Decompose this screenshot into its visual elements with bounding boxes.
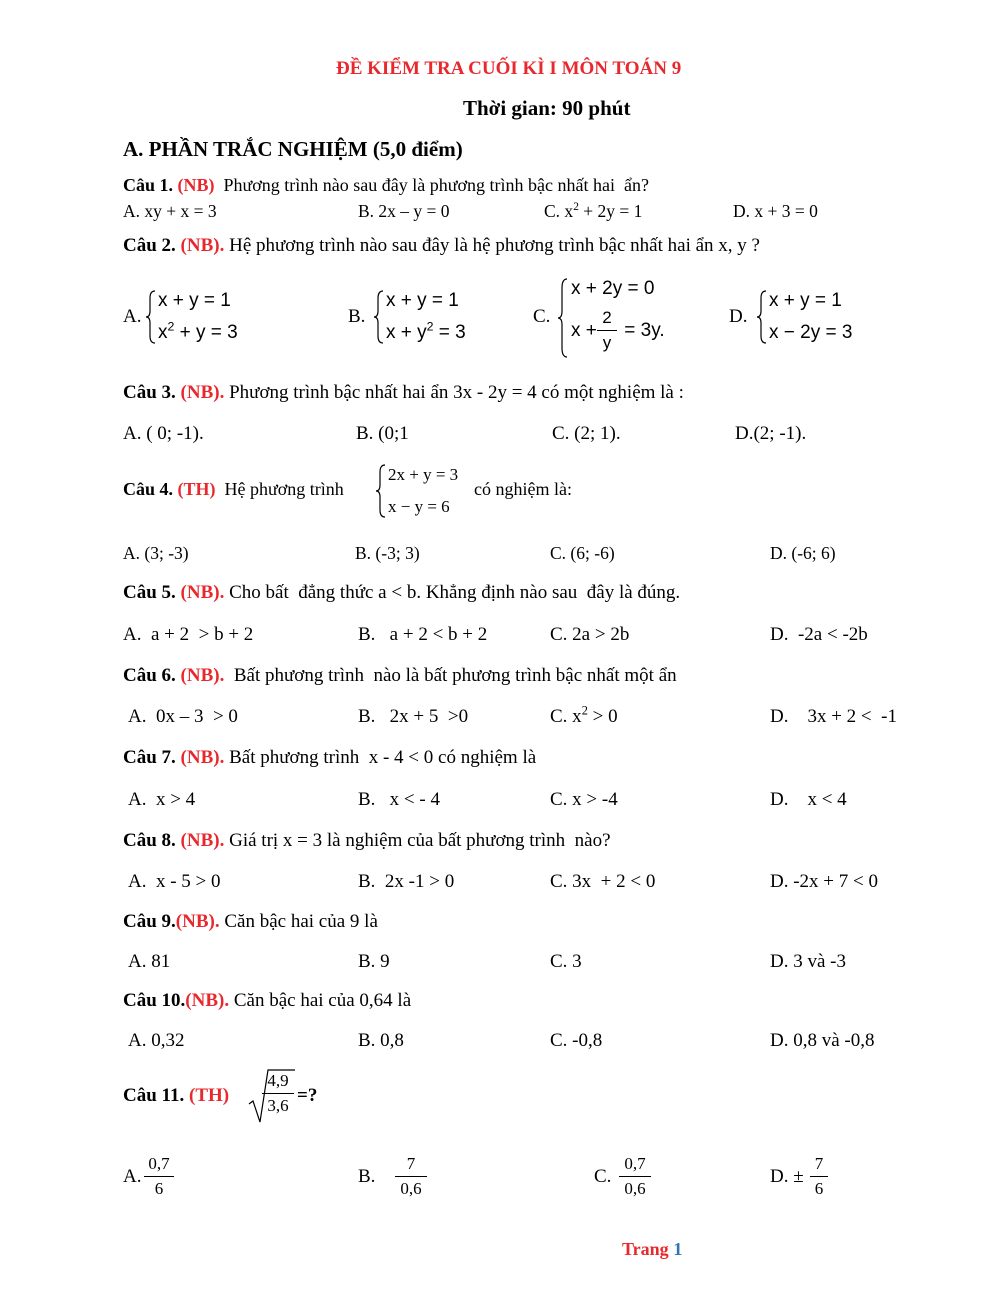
- option-b[interactable]: B. x < - 4: [358, 789, 440, 810]
- option-c-rest: > 0: [587, 706, 618, 727]
- question-3: [123, 382, 684, 404]
- equation-rest: + y = 3: [174, 322, 238, 343]
- option-c[interactable]: C.: [533, 306, 551, 327]
- page-footer: [622, 1239, 682, 1261]
- question-9: [123, 911, 378, 933]
- option-c[interactable]: C. 2a > 2b: [550, 624, 630, 645]
- option-b[interactable]: B. (-3; 3): [355, 543, 420, 563]
- question-2: [123, 235, 760, 257]
- equation-base: x + y: [386, 322, 427, 343]
- option-c[interactable]: C. 3: [550, 951, 582, 972]
- option-a[interactable]: A.: [123, 306, 142, 327]
- option-c[interactable]: C. (2; 1).: [552, 423, 621, 444]
- fraction: [262, 1071, 294, 1116]
- option-d[interactable]: D. ±: [770, 1166, 804, 1187]
- option-c-base: C. x: [544, 201, 574, 221]
- fraction-bar: [597, 330, 617, 331]
- exam-title: ĐỀ KIỂM TRA CUỐI KÌ I MÔN TOÁN 9: [336, 58, 682, 79]
- question-label: Câu 5.: [123, 582, 176, 603]
- question-text: Bất phương trình nào là bất phương trình bậc nhất một ẩn: [224, 665, 677, 686]
- equation-2-right: [619, 320, 665, 342]
- level-tag: (TH): [184, 1085, 230, 1106]
- option-b[interactable]: B. a + 2 < b + 2: [358, 624, 488, 645]
- option-d[interactable]: D.(2; -1).: [735, 423, 807, 444]
- exponent: 2: [167, 319, 175, 334]
- brace-icon: [756, 290, 768, 344]
- question-text: Bất phương trình x - 4 < 0 có nghiệm là: [224, 747, 537, 768]
- period: .: [659, 320, 665, 341]
- option-c[interactable]: [544, 201, 642, 222]
- option-a[interactable]: A. 0,32: [128, 1030, 185, 1051]
- option-d[interactable]: D.: [729, 306, 748, 327]
- brace-icon: [557, 278, 569, 358]
- option-d[interactable]: D. (-6; 6): [770, 543, 836, 563]
- question-text: Hệ phương trình: [215, 479, 344, 499]
- section-heading: A. PHẦN TRẮC NGHIỆM (5,0 điểm): [123, 137, 463, 161]
- page-label: Trang: [622, 1239, 669, 1259]
- fraction-b: [395, 1154, 427, 1199]
- denominator: 6: [154, 1179, 164, 1198]
- question-text: Phương trình bậc nhất hai ẩn 3x - 2y = 4 có một nghiệm là :: [224, 382, 684, 403]
- option-c[interactable]: [550, 703, 618, 728]
- option-c[interactable]: C.: [594, 1166, 612, 1187]
- numerator: 7: [406, 1154, 416, 1173]
- equation-base: x: [158, 322, 168, 343]
- equation-1: x + 2y = 0: [571, 278, 655, 299]
- question-1: [123, 175, 649, 196]
- option-a[interactable]: A. 0x – 3 > 0: [128, 706, 238, 727]
- question-6: [123, 665, 677, 687]
- denominator: 0,6: [624, 1179, 646, 1198]
- option-b[interactable]: B. 2x -1 > 0: [358, 871, 455, 892]
- level-tag: (NB).: [175, 582, 225, 603]
- option-d[interactable]: D. 3 và -3: [770, 951, 846, 972]
- fraction-bar: [395, 1176, 427, 1177]
- question-label: Câu 9.: [123, 911, 176, 932]
- question-label: Câu 4.: [123, 479, 174, 499]
- option-b[interactable]: B. 9: [358, 951, 390, 972]
- exponent: 2: [573, 201, 579, 214]
- option-c-base: C. x: [550, 706, 582, 727]
- numerator: 7: [814, 1154, 824, 1173]
- option-a[interactable]: A. (3; -3): [123, 543, 189, 563]
- question-5: [123, 582, 680, 604]
- fraction-bar: [619, 1176, 651, 1177]
- question-text: Hệ phương trình nào sau đây là hệ phương trình bậc nhất hai ẩn x, y ?: [224, 235, 760, 256]
- level-tag: (NB).: [175, 747, 225, 768]
- level-tag: (NB).: [175, 665, 225, 686]
- option-a[interactable]: A. a + 2 > b + 2: [123, 624, 254, 645]
- equation-2: [386, 319, 466, 344]
- level-tag: (NB).: [180, 382, 225, 403]
- equation-1: x + y = 1: [769, 290, 842, 311]
- option-d[interactable]: D. -2x + 7 < 0: [770, 871, 878, 892]
- question-7: [123, 747, 536, 769]
- level-tag: (TH): [177, 479, 216, 499]
- question-label: Câu 8.: [123, 830, 176, 851]
- numerator: 0,7: [148, 1154, 170, 1173]
- exponent: 2: [426, 319, 434, 334]
- option-b[interactable]: B.: [358, 1166, 376, 1187]
- option-c[interactable]: C. -0,8: [550, 1030, 603, 1051]
- question-label: Câu 1.: [123, 175, 174, 195]
- option-d[interactable]: D. 3x + 2 < -1: [770, 706, 897, 727]
- option-b[interactable]: B.: [348, 306, 366, 327]
- numerator: 4,9: [267, 1071, 289, 1090]
- denominator: 3,6: [267, 1096, 289, 1115]
- option-d[interactable]: D. x < 4: [770, 789, 847, 810]
- numerator: 2: [602, 308, 612, 327]
- level-tag: (NB): [177, 175, 215, 195]
- equation-2: x − 2y = 3: [769, 322, 853, 343]
- fraction-bar: [144, 1176, 174, 1177]
- fraction-c: [619, 1154, 651, 1199]
- question-text: Căn bậc hai của 9 là: [219, 911, 378, 932]
- option-a[interactable]: A. x > 4: [128, 789, 196, 810]
- brace-icon: [375, 464, 387, 518]
- question-label: Câu 10.: [123, 990, 186, 1011]
- question-text: Giá trị x = 3 là nghiệm của bất phương trình nào?: [224, 830, 611, 851]
- question-label: Câu 6.: [123, 665, 176, 686]
- option-a[interactable]: A. 81: [128, 951, 171, 972]
- equation-1: x + y = 1: [386, 290, 459, 311]
- equation-rest: = 3: [433, 322, 466, 343]
- exponent: 2: [581, 703, 588, 718]
- question-suffix: =?: [297, 1085, 318, 1106]
- option-a[interactable]: A.: [123, 1166, 142, 1187]
- numerator: 0,7: [624, 1154, 646, 1173]
- question-11: [123, 1085, 229, 1107]
- fraction-d: [810, 1154, 828, 1199]
- question-label: Câu 3.: [123, 382, 176, 403]
- option-a[interactable]: A. xy + x = 3: [123, 201, 217, 221]
- fraction-a: [144, 1154, 174, 1199]
- question-text: Cho bất đẳng thức a < b. Khẳng định nào sau đây là đúng.: [224, 582, 681, 603]
- denominator: 6: [814, 1179, 824, 1198]
- equation-1: x + y = 1: [158, 290, 231, 311]
- fraction: [597, 308, 617, 353]
- question-label: Câu 11.: [123, 1085, 185, 1106]
- option-c[interactable]: C. x > -4: [550, 789, 618, 810]
- option-b[interactable]: B. (0;1: [356, 423, 409, 444]
- page-number: 1: [673, 1239, 683, 1259]
- fraction-bar: [262, 1093, 294, 1094]
- question-suffix: có nghiệm là:: [474, 479, 572, 499]
- brace-icon: [145, 290, 157, 344]
- equation-1: 2x + y = 3: [388, 465, 459, 484]
- question-label: Câu 2.: [123, 235, 176, 256]
- level-tag: (NB).: [175, 830, 225, 851]
- option-c[interactable]: C. 3x + 2 < 0: [550, 871, 656, 892]
- question-text: Căn bậc hai của 0,64 là: [229, 990, 412, 1011]
- equation-2: [158, 319, 238, 344]
- fraction-bar: [810, 1176, 828, 1177]
- option-b[interactable]: B. 2x + 5 >0: [358, 706, 469, 727]
- question-text: Phương trình nào sau đây là phương trình bậc nhất hai ẩn?: [214, 175, 649, 195]
- equation-2-left: x +: [571, 320, 597, 341]
- question-label: Câu 7.: [123, 747, 176, 768]
- denominator: y: [602, 333, 612, 352]
- question-8: [123, 830, 611, 852]
- option-c-rest: + 2y = 1: [578, 201, 643, 221]
- level-tag: (NB).: [175, 911, 220, 932]
- option-c[interactable]: C. (6; -6): [550, 543, 615, 563]
- denominator: 0,6: [400, 1179, 422, 1198]
- option-d[interactable]: D. 0,8 và -0,8: [770, 1030, 875, 1051]
- exam-duration: Thời gian: 90 phút: [463, 96, 631, 120]
- option-b[interactable]: B. 2x – y = 0: [358, 201, 450, 221]
- equation-rest: = 3y: [619, 320, 660, 341]
- question-4: [123, 479, 344, 500]
- level-tag: (NB).: [180, 235, 225, 256]
- level-tag: (NB).: [185, 990, 230, 1011]
- question-10: [123, 990, 411, 1012]
- brace-icon: [373, 290, 385, 344]
- equation-2: x − y = 6: [388, 497, 450, 516]
- option-a[interactable]: A. x - 5 > 0: [128, 871, 221, 892]
- option-d[interactable]: D. x + 3 = 0: [733, 201, 818, 221]
- option-a[interactable]: A. ( 0; -1).: [123, 423, 204, 444]
- option-b[interactable]: B. 0,8: [358, 1030, 404, 1051]
- option-d[interactable]: D. -2a < -2b: [770, 624, 868, 645]
